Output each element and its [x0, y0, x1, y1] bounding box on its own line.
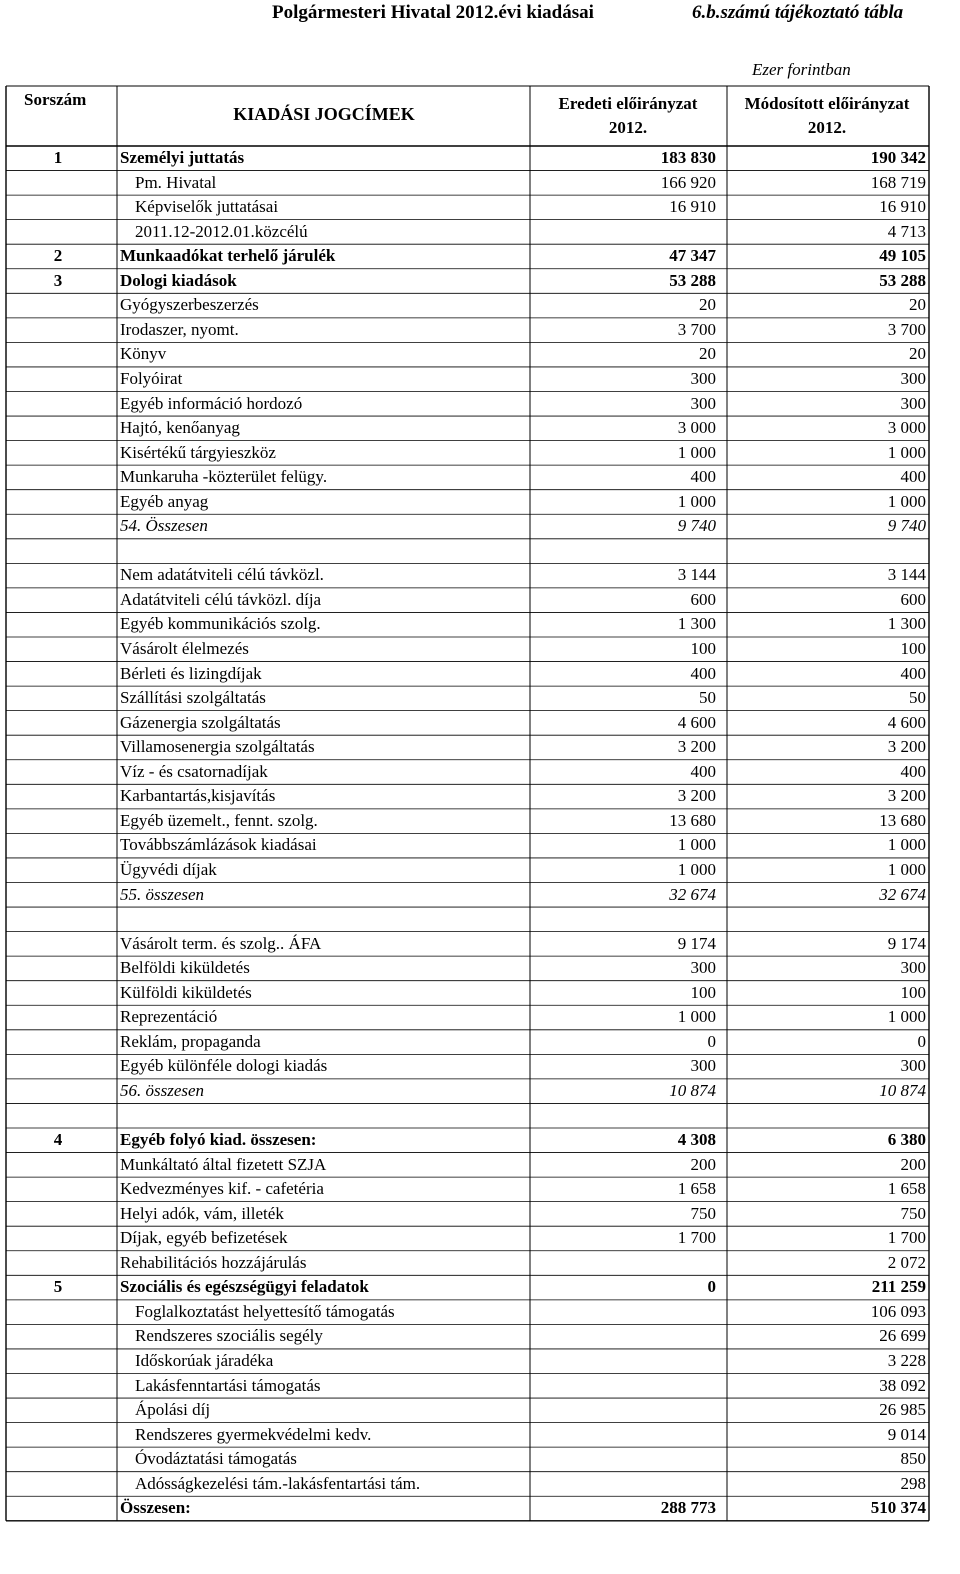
row-label: 55. összesen — [120, 884, 205, 904]
row-label: Helyi adók, vám, illeték — [120, 1203, 284, 1223]
column-header-kiadasi-jogcimek: KIADÁSI JOGCÍMEK — [233, 104, 415, 124]
row-number: 3 — [53, 270, 63, 290]
row-modified-amount: 3 000 — [887, 418, 926, 438]
row-label: Vásárolt élelmezés — [120, 639, 249, 658]
table-row — [0, 637, 960, 661]
row-label: Gyógyszerbeszerzés — [120, 295, 259, 315]
row-original-amount: 13 680 — [669, 810, 716, 830]
row-original-amount: 20 — [699, 344, 716, 364]
table-row — [0, 195, 960, 219]
row-label: Képviselők juttatásai — [135, 197, 279, 217]
row-number — [8, 465, 108, 489]
row-label: Díjak, egyéb befizetések — [120, 1228, 288, 1248]
row-original-amount — [530, 1349, 716, 1373]
table-row — [0, 1177, 960, 1201]
row-label: Rehabilitációs hozzájárulás — [120, 1252, 307, 1272]
row-original-amount: 3 144 — [677, 565, 716, 585]
row-label: Rendszeres szociális segély — [135, 1326, 323, 1346]
row-original-amount: 1 700 — [677, 1228, 716, 1248]
table-row — [0, 293, 960, 317]
row-original-amount — [530, 220, 716, 244]
row-modified-amount: 400 — [900, 467, 926, 487]
row-original-amount: 32 674 — [669, 884, 716, 904]
row-original-amount: 300 — [690, 1056, 716, 1076]
row-modified-amount: 3 144 — [887, 565, 926, 585]
row-label: Óvodáztatási támogatás — [135, 1449, 297, 1469]
table-row — [0, 784, 960, 808]
row-original-amount: 1 000 — [677, 442, 716, 462]
row-number — [8, 318, 108, 342]
table-row — [0, 1103, 960, 1127]
row-original-amount: 0 — [707, 1277, 716, 1297]
table-row — [0, 1423, 960, 1447]
row-label: Személyi juttatás — [120, 148, 245, 167]
row-label: Külföldi kiküldetés — [120, 982, 252, 1002]
row-number — [8, 1030, 108, 1054]
row-label: Lakásfenntartási támogatás — [135, 1375, 321, 1395]
table-row — [0, 1005, 960, 1029]
row-modified-amount: 26 699 — [879, 1326, 926, 1346]
column-header-eredeti-year: 2012. — [608, 118, 648, 137]
row-number — [8, 637, 108, 661]
row-number — [8, 1177, 108, 1201]
row-modified-amount: 38 092 — [879, 1375, 926, 1395]
row-modified-amount — [727, 1103, 926, 1127]
row-original-amount: 3 000 — [677, 418, 716, 438]
row-label: Pm. Hivatal — [135, 172, 217, 192]
row-number — [8, 1005, 108, 1029]
row-number — [8, 981, 108, 1005]
table-row — [0, 563, 960, 587]
row-label: Karbantartás,kisjavítás — [120, 786, 276, 806]
table-row — [0, 1275, 960, 1299]
row-number — [8, 833, 108, 857]
row-number — [8, 490, 108, 514]
row-original-amount: 1 000 — [677, 1007, 716, 1027]
row-original-amount: 400 — [690, 467, 716, 487]
row-number — [8, 686, 108, 710]
row-modified-amount: 20 — [909, 344, 926, 364]
row-modified-amount: 300 — [900, 1056, 926, 1076]
table-row — [0, 711, 960, 735]
row-modified-amount: 300 — [900, 393, 926, 413]
row-modified-amount: 20 — [909, 295, 926, 315]
row-modified-amount: 26 985 — [879, 1400, 926, 1420]
row-modified-amount: 510 374 — [870, 1498, 926, 1518]
row-number — [8, 171, 108, 195]
row-number — [8, 1153, 108, 1177]
row-original-amount: 16 910 — [669, 197, 716, 217]
row-label: Adatátviteli célú távközl. díja — [120, 589, 322, 609]
row-original-amount: 47 347 — [669, 246, 716, 266]
row-modified-amount: 850 — [900, 1449, 926, 1469]
table-row — [0, 146, 960, 170]
row-number — [8, 1202, 108, 1226]
row-modified-amount: 168 719 — [870, 172, 926, 192]
column-header-eredeti-label: Eredeti előirányzat — [558, 94, 698, 113]
row-modified-amount: 100 — [900, 639, 926, 658]
row-label: Hajtó, kenőanyag — [120, 418, 240, 438]
table-row — [0, 244, 960, 268]
row-label: Egyéb különféle dologi kiadás — [120, 1056, 328, 1076]
row-number — [8, 956, 108, 980]
table-row — [0, 883, 960, 907]
table-row — [0, 1251, 960, 1275]
row-label: Víz - és csatornadíjak — [120, 761, 268, 781]
row-number — [8, 1324, 108, 1348]
table-row — [0, 342, 960, 366]
row-label: Egyéb üzemelt., fennt. szolg. — [120, 810, 318, 830]
row-number — [8, 1349, 108, 1373]
row-modified-amount: 600 — [900, 589, 926, 609]
row-original-amount: 400 — [690, 761, 716, 781]
row-modified-amount: 3 700 — [887, 319, 926, 339]
row-original-amount — [530, 1447, 716, 1471]
table-row — [0, 981, 960, 1005]
row-modified-amount: 32 674 — [879, 884, 926, 904]
table-row — [0, 465, 960, 489]
row-original-amount — [530, 539, 716, 563]
row-modified-amount: 49 105 — [879, 246, 926, 266]
row-label: Foglalkoztatást helyettesítő támogatás — [135, 1301, 395, 1321]
row-modified-amount: 100 — [900, 982, 926, 1002]
row-original-amount — [530, 1251, 716, 1275]
row-original-amount: 50 — [699, 688, 716, 708]
row-label: Gázenergia szolgáltatás — [120, 712, 281, 732]
row-modified-amount: 300 — [900, 368, 926, 388]
row-number — [8, 563, 108, 587]
table-row — [0, 1153, 960, 1177]
row-original-amount: 3 200 — [677, 737, 716, 757]
row-modified-amount: 1 000 — [887, 835, 926, 855]
table-row — [0, 269, 960, 293]
row-label: Egyéb anyag — [120, 491, 209, 511]
row-number — [8, 1472, 108, 1496]
row-number — [8, 392, 108, 416]
row-modified-amount: 10 874 — [879, 1080, 926, 1100]
table-row — [0, 514, 960, 538]
row-original-amount: 300 — [690, 958, 716, 978]
table-row — [0, 1447, 960, 1471]
row-number — [8, 416, 108, 440]
table-row — [0, 612, 960, 636]
row-original-amount: 1 658 — [677, 1179, 716, 1199]
row-modified-amount: 300 — [900, 958, 926, 978]
row-number — [8, 539, 108, 563]
row-modified-amount: 200 — [900, 1154, 926, 1174]
row-number — [8, 1054, 108, 1078]
table-row — [0, 735, 960, 759]
row-modified-amount: 1 700 — [887, 1228, 926, 1248]
row-modified-amount: 4 600 — [887, 712, 926, 732]
table-row — [0, 539, 960, 563]
row-modified-amount: 9 014 — [887, 1424, 926, 1444]
row-original-amount: 183 830 — [660, 148, 716, 167]
row-number — [8, 809, 108, 833]
table-row — [0, 441, 960, 465]
row-original-amount: 288 773 — [660, 1498, 716, 1518]
row-original-amount — [530, 1300, 716, 1324]
row-label: Kedvezményes kif. - cafetéria — [120, 1179, 324, 1199]
row-number — [8, 760, 108, 784]
table-row — [0, 416, 960, 440]
row-number: 5 — [53, 1277, 63, 1297]
row-original-amount: 10 874 — [669, 1080, 716, 1100]
row-original-amount: 1 300 — [677, 614, 716, 634]
row-original-amount: 166 920 — [660, 172, 716, 192]
row-original-amount: 100 — [690, 639, 716, 658]
unit-label: Ezer forintban — [752, 60, 851, 79]
row-number — [8, 907, 108, 931]
row-label: Vásárolt term. és szolg.. ÁFA — [120, 933, 322, 953]
row-modified-amount: 4 713 — [887, 221, 926, 241]
row-original-amount: 300 — [690, 393, 716, 413]
row-number — [8, 1103, 108, 1127]
row-original-amount: 200 — [690, 1154, 716, 1174]
table-row — [0, 171, 960, 195]
row-label: Folyóirat — [120, 368, 183, 388]
row-label: Bérleti és lizingdíjak — [120, 663, 262, 683]
row-modified-amount: 1 000 — [887, 1007, 926, 1027]
row-original-amount — [530, 1374, 716, 1398]
table-row — [0, 858, 960, 882]
table-row — [0, 956, 960, 980]
row-original-amount: 4 600 — [677, 712, 716, 732]
table-row — [0, 1349, 960, 1373]
row-number — [8, 932, 108, 956]
row-label: Egyéb folyó kiad. összesen: — [120, 1130, 317, 1149]
row-label: Nem adatátviteli célú távközl. — [120, 565, 324, 585]
row-original-amount — [530, 907, 716, 931]
row-number — [8, 1251, 108, 1275]
row-label: Szállítási szolgáltatás — [120, 688, 266, 708]
table-row — [0, 1128, 960, 1152]
row-modified-amount: 400 — [900, 663, 926, 683]
row-modified-amount: 50 — [909, 688, 926, 708]
column-header-sorszam: Sorszám — [24, 90, 87, 109]
row-modified-amount: 9 174 — [887, 933, 926, 953]
row-original-amount: 3 200 — [677, 786, 716, 806]
row-original-amount: 400 — [690, 663, 716, 683]
row-original-amount: 600 — [690, 589, 716, 609]
row-modified-amount: 298 — [900, 1473, 926, 1493]
table-row — [0, 588, 960, 612]
row-label: Összesen: — [120, 1498, 191, 1518]
row-label: Munkáltató által fizetett SZJA — [120, 1154, 327, 1174]
row-number — [8, 784, 108, 808]
row-modified-amount: 16 910 — [879, 197, 926, 217]
row-modified-amount: 13 680 — [879, 810, 926, 830]
table-row — [0, 1054, 960, 1078]
row-number — [8, 1496, 108, 1520]
table-row — [0, 833, 960, 857]
row-label: Kisértékű tárgyieszköz — [120, 442, 276, 462]
row-modified-amount: 211 259 — [871, 1277, 926, 1297]
row-label: 54. Összesen — [120, 516, 208, 536]
row-label: Adósságkezelési tám.-lakásfentartási tám. — [135, 1473, 421, 1493]
row-label: Könyv — [120, 344, 167, 364]
row-label: Egyéb információ hordozó — [120, 393, 303, 413]
row-number — [8, 883, 108, 907]
row-original-amount: 300 — [690, 368, 716, 388]
row-number — [8, 1374, 108, 1398]
row-number — [8, 588, 108, 612]
table-row — [0, 932, 960, 956]
table-row — [0, 1030, 960, 1054]
row-modified-amount: 400 — [900, 761, 926, 781]
row-number — [8, 612, 108, 636]
column-header-modositott-label: Módosított előirányzat — [744, 94, 910, 113]
table-row — [0, 1472, 960, 1496]
row-label: Irodaszer, nyomt. — [120, 319, 239, 339]
row-original-amount: 1 000 — [677, 859, 716, 879]
row-label: Ápolási díj — [135, 1400, 211, 1420]
row-number: 2 — [53, 246, 63, 266]
row-label: Reprezentáció — [120, 1007, 218, 1027]
table-row — [0, 760, 960, 784]
row-label: Rendszeres gyermekvédelmi kedv. — [135, 1424, 372, 1444]
row-number — [8, 367, 108, 391]
row-number — [8, 514, 108, 538]
table-row — [0, 686, 960, 710]
row-modified-amount: 3 200 — [887, 786, 926, 806]
table-row — [0, 1374, 960, 1398]
row-original-amount — [530, 1103, 716, 1127]
row-original-amount: 100 — [690, 982, 716, 1002]
row-modified-amount: 9 740 — [887, 516, 926, 536]
row-modified-amount: 3 200 — [887, 737, 926, 757]
table-row — [0, 1324, 960, 1348]
row-modified-amount: 6 380 — [887, 1130, 926, 1149]
table-row — [0, 662, 960, 686]
document-reference: 6.b.számú tájékoztató tábla — [692, 2, 904, 23]
row-number — [8, 342, 108, 366]
row-label: Szociális és egészségügyi feladatok — [120, 1277, 369, 1297]
row-original-amount: 20 — [699, 295, 716, 315]
table-row — [0, 1079, 960, 1103]
row-label: Villamosenergia szolgáltatás — [120, 737, 315, 757]
row-label: Munkaadókat terhelő járulék — [120, 246, 336, 266]
row-number — [8, 735, 108, 759]
row-number — [8, 1447, 108, 1471]
row-modified-amount: 53 288 — [879, 270, 926, 290]
row-label: Munkaruha -közterület felügy. — [120, 467, 328, 487]
row-original-amount — [530, 1324, 716, 1348]
table-row — [0, 392, 960, 416]
row-modified-amount: 2 072 — [887, 1252, 926, 1272]
row-modified-amount: 0 — [917, 1031, 926, 1051]
row-modified-amount: 1 658 — [887, 1179, 926, 1199]
column-header-modositott-year: 2012. — [807, 118, 847, 137]
table-row — [0, 1398, 960, 1422]
row-original-amount — [530, 1398, 716, 1422]
row-label: Időskorúak járadéka — [135, 1350, 274, 1370]
row-label: Ügyvédi díjak — [120, 859, 217, 879]
row-number — [8, 858, 108, 882]
table-row — [0, 490, 960, 514]
row-label: 2011.12-2012.01.közcélú — [135, 221, 308, 241]
row-number — [8, 1398, 108, 1422]
table-row — [0, 1202, 960, 1226]
row-original-amount: 0 — [707, 1031, 716, 1051]
row-label: Belföldi kiküldetés — [120, 958, 250, 978]
row-modified-amount — [727, 539, 926, 563]
row-original-amount — [530, 1423, 716, 1447]
row-number — [8, 293, 108, 317]
table-row — [0, 907, 960, 931]
table-row — [0, 1496, 960, 1520]
table-row — [0, 1300, 960, 1324]
row-number — [8, 1300, 108, 1324]
row-label: Egyéb kommunikációs szolg. — [120, 614, 321, 634]
table-row — [0, 220, 960, 244]
row-number — [8, 711, 108, 735]
row-original-amount — [530, 1472, 716, 1496]
row-number — [8, 1226, 108, 1250]
row-modified-amount: 1 300 — [887, 614, 926, 634]
row-modified-amount: 1 000 — [887, 859, 926, 879]
table-row — [0, 1226, 960, 1250]
row-number — [8, 441, 108, 465]
row-original-amount: 1 000 — [677, 491, 716, 511]
row-modified-amount: 106 093 — [870, 1301, 926, 1321]
table-row — [0, 367, 960, 391]
row-modified-amount: 3 228 — [887, 1350, 926, 1370]
row-label: 56. összesen — [120, 1080, 205, 1100]
row-original-amount: 53 288 — [669, 270, 716, 290]
table-row — [0, 318, 960, 342]
row-modified-amount — [727, 907, 926, 931]
row-original-amount: 9 174 — [677, 933, 716, 953]
row-label: Reklám, propaganda — [120, 1031, 261, 1051]
row-number: 1 — [53, 148, 63, 167]
row-modified-amount: 1 000 — [887, 442, 926, 462]
row-number — [8, 662, 108, 686]
row-label: Továbbszámlázások kiadásai — [120, 835, 317, 855]
document-title: Polgármesteri Hivatal 2012.évi kiadásai — [272, 2, 594, 23]
row-number — [8, 1079, 108, 1103]
row-modified-amount: 750 — [900, 1203, 926, 1223]
row-original-amount: 9 740 — [677, 516, 716, 536]
row-label: Dologi kiadások — [120, 270, 237, 290]
row-number: 4 — [53, 1130, 63, 1149]
row-modified-amount: 190 342 — [870, 148, 926, 167]
row-original-amount: 750 — [690, 1203, 716, 1223]
row-number — [8, 1423, 108, 1447]
table-row — [0, 809, 960, 833]
row-original-amount: 1 000 — [677, 835, 716, 855]
row-original-amount: 3 700 — [677, 319, 716, 339]
row-modified-amount: 1 000 — [887, 491, 926, 511]
row-number — [8, 195, 108, 219]
row-original-amount: 4 308 — [677, 1130, 716, 1149]
row-number — [8, 220, 108, 244]
